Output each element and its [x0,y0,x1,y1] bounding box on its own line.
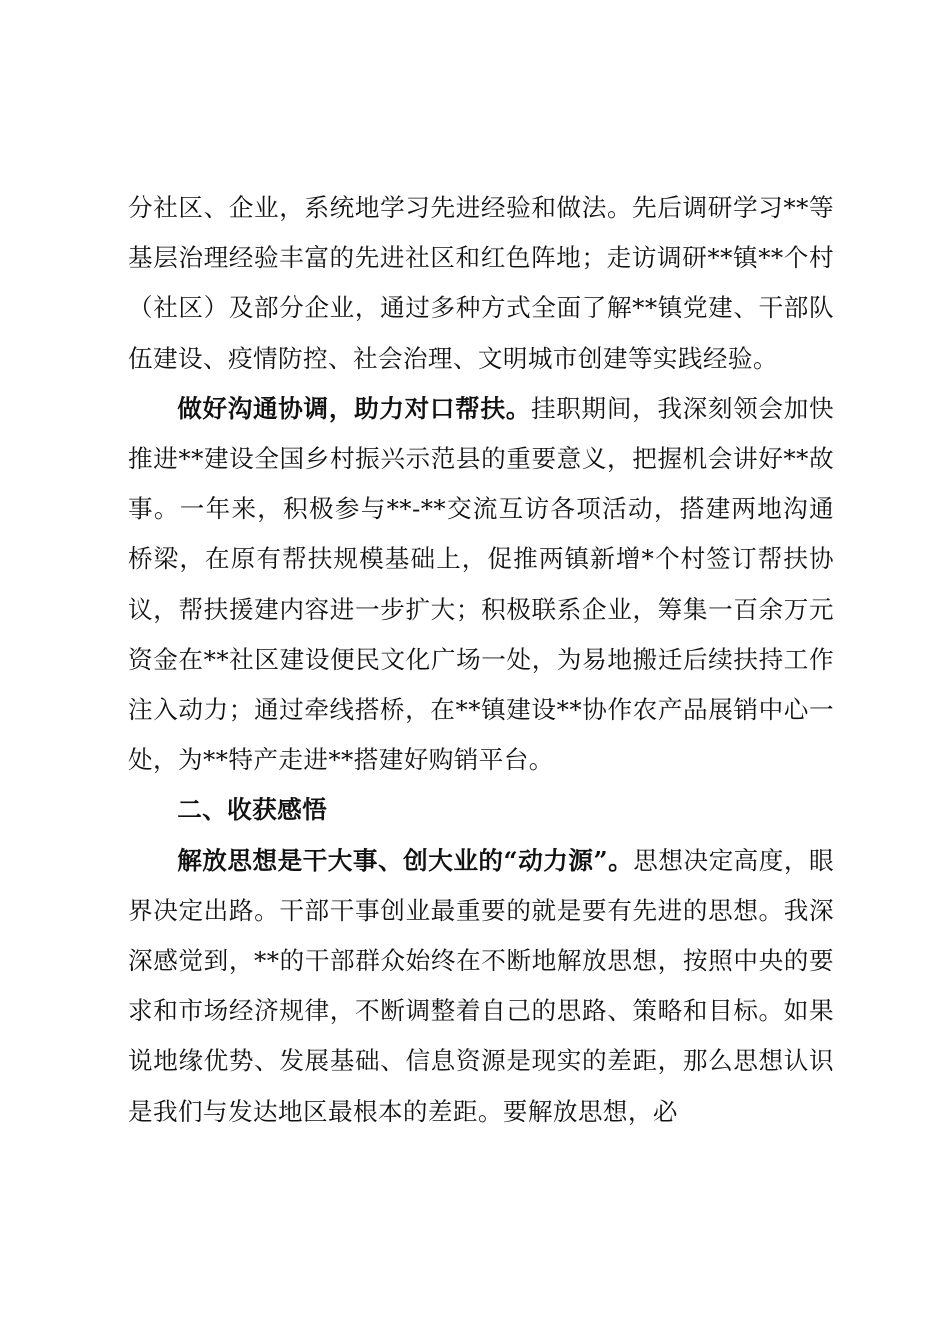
paragraph-text: 挂职期间，我深刻领会加快推进**建设全国乡村振兴示范县的重要意义，把握机会讲好**故事。一年来，积极参与**-**交流互访各项活动，搭建两地沟通桥梁，在原有帮扶规模基础上，促推两镇新增*个村签订帮扶协议，帮扶援建内容进一步扩大；积极联系企业，筹集一百余万元资金在**社区建设便民文化广场一处，为易地搬迁后续扶持工作注入动力；通过牵线搭桥，在**镇建设**协作农产品展销中心一处，为**特产走进**搭建好购销平台。 [128,393,834,775]
paragraph-text: 分社区、企业，系统地学习先进经验和做法。先后调研学习**等基层治理经验丰富的先进社区和红色阵地；走访调研**镇**个村（社区）及部分企业，通过多种方式全面了解**镇党建、干部队伍建设、疫情防控、社会治理、文明城市创建等实践经验。 [128,193,834,373]
paragraph-emancipate-mind [128,836,834,1137]
paragraph-study-experience [128,183,834,384]
section-heading: 二、收获感悟 [177,795,328,825]
paragraph-communication-assistance [128,384,834,786]
document-body [128,183,834,1137]
paragraph-lead: 做好沟通协调，助力对口帮扶。 [177,393,531,423]
paragraph-lead: 解放思想是干大事、创大业的“动力源”。 [177,845,634,875]
paragraph-text: 思想决定高度，眼界决定出路。干部干事创业最重要的就是要有先进的思想。我深深感觉到，**的干部群众始终在不断地解放思想，按照中央的要求和市场经济规律，不断调整着自己的思路、策略和目标。如果说地缘优势、发展基础、信息资源是现实的差距，那么思想认识是我们与发达地区最根本的差距。要解放思想，必 [128,845,834,1126]
